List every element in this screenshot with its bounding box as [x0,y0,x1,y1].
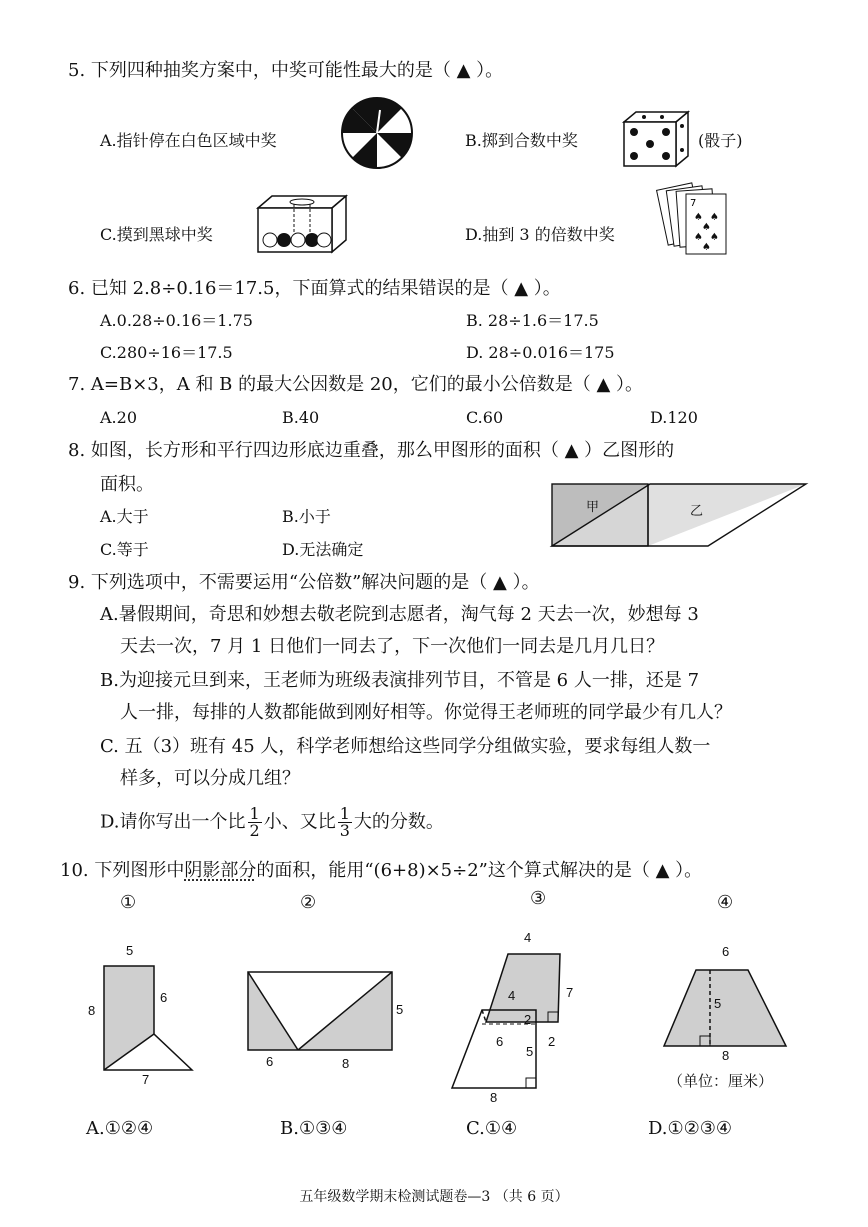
page-footer: 五年级数学期末检测试题卷—3 （共 6 页） [299,1189,569,1205]
q6-option-c: C.280÷16＝17.5 [100,343,233,362]
fig3-label: ③ [530,888,547,909]
fig2-shape [246,970,394,1052]
q10-option-b: B.①③④ [280,1118,348,1139]
q8-option-d: D.无法确定 [282,540,364,559]
q8-stem-line1: 8. 如图，长方形和平行四边形底边重叠，那么甲图形的面积（ ▲ ）乙图形的 [68,440,675,461]
fig4-unit: （单位：厘米） [668,1072,774,1090]
fig3-bottom: 8 [490,1090,498,1105]
q5-dice-note: (骰子) [698,131,743,150]
fig3-shape [450,950,565,1095]
fig3-mid-6: 6 [496,1034,504,1049]
q9-d-mid: 小、又比 [263,811,336,833]
q5-option-d: D.抽到 3 的倍数中奖 [465,225,615,244]
q10-option-a: A.①②④ [86,1118,154,1139]
q10-stem: 10. 下列图形中阴影部分的面积，能用“(6+8)×5÷2”这个算式解决的是（ ▲ ）。 [60,860,703,881]
q8-option-c: C.等于 [100,540,149,559]
spinner-icon [340,96,414,170]
fig1-top: 5 [126,943,134,958]
fig4-shape [662,968,790,1048]
ball-box-icon [254,192,350,256]
playing-cards-icon [660,180,740,262]
q8-stem-line2: 面积。 [100,474,154,495]
q6-option-a: A.0.28÷0.16＝1.75 [100,311,253,330]
q7-option-c: C.60 [466,408,504,427]
svg-text:♠: ♠ [694,212,703,223]
fig1-right: 6 [160,990,168,1005]
fig2-label: ② [300,892,317,913]
fig4-height: 5 [714,996,722,1011]
q7-stem: 7. A=B×3，A 和 B 的最大公因数是 20，它们的最小公倍数是（ ▲ ）。 [68,374,644,395]
q5-option-c: C.摸到黑球中奖 [100,225,213,244]
svg-text:♠: ♠ [702,222,711,233]
fig3-upper-inner: 4 [508,988,516,1003]
fig3-mid-2a: 2 [524,1012,532,1027]
fig2-b2: 8 [342,1056,350,1071]
fig3-top: 4 [524,930,532,945]
q8-label-yi: 乙 [690,503,704,518]
fig1-left: 8 [88,1003,96,1018]
q6-option-d: D. 28÷0.016＝175 [466,343,615,362]
q6-option-b: B. 28÷1.6＝17.5 [466,311,599,330]
svg-text:♠: ♠ [710,232,719,243]
fig4-top: 6 [722,944,730,959]
q9-option-b-line1: B.为迎接元旦到来，王老师为班级表演排列节目，不管是 6 人一排，还是 7 [100,670,700,691]
q10-option-d: D.①②③④ [648,1118,733,1139]
q7-option-a: A.20 [100,408,137,427]
fig1-label: ① [120,892,137,913]
fig3-mid-5: 5 [526,1044,534,1059]
fig1-shape [80,960,210,1080]
q6-stem: 6. 已知 2.8÷0.16＝17.5，下面算式的结果错误的是（ ▲ ）。 [68,278,561,299]
q9-option-c-line2: 样多，可以分成几组？ [120,768,300,789]
dice-icon [620,108,692,168]
q10-option-c: C.①④ [466,1118,518,1139]
q5-stem: 5. 下列四种抽奖方案中，中奖可能性最大的是（ ▲ ）。 [68,60,504,81]
q5-option-b: B.掷到合数中奖 [465,131,578,150]
q5-option-a: A.指针停在白色区域中奖 [100,131,277,150]
q9-d-post: 大的分数。 [353,811,444,833]
q9-option-c-line1: C. 五（3）班有 45 人，科学老师想给这些同学分组做实验，要求每组人数一 [100,736,711,757]
svg-text:♠: ♠ [702,242,711,253]
q9-option-b-line2: 人一排，每排的人数都能做到刚好相等。你觉得王老师班的同学最少有几人？ [120,702,732,723]
q10-emphasis: 阴影部分 [184,860,257,881]
fig1-bottom: 7 [142,1072,150,1087]
q9-option-a-line2: 天去一次，7 月 1 日他们一同去了，下一次他们一同去是几月几日？ [120,636,665,657]
q9-option-a-line1: A.暑假期间，奇思和妙想去敬老院到志愿者，淘气每 2 天去一次，妙想每 3 [100,604,699,625]
fig4-bottom: 8 [722,1048,730,1063]
fig3-mid-2b: 2 [548,1034,556,1049]
fraction-one-third: $\frac{1}{3}$ [339,804,350,840]
fig2-right: 5 [396,1002,404,1017]
q9-d-pre: D.请你写出一个比 [100,811,246,833]
q7-option-b: B.40 [282,408,320,427]
q8-label-jia: 甲 [586,499,600,514]
fraction-one-half: $\frac{1}{2}$ [249,804,260,840]
q9-option-d [100,806,444,839]
q8-option-b: B.小于 [282,507,331,526]
q9-stem: 9. 下列选项中，不需要运用“公倍数”解决问题的是（ ▲ ）。 [68,572,540,593]
fig4-label: ④ [717,892,734,913]
fig3-right: 7 [566,985,574,1000]
q8-option-a: A.大于 [100,507,149,526]
q7-option-d: D.120 [650,408,698,427]
fig2-b1: 6 [266,1054,274,1069]
svg-text:7: 7 [690,198,697,209]
svg-text:♠: ♠ [694,232,703,243]
svg-text:♠: ♠ [710,212,719,223]
